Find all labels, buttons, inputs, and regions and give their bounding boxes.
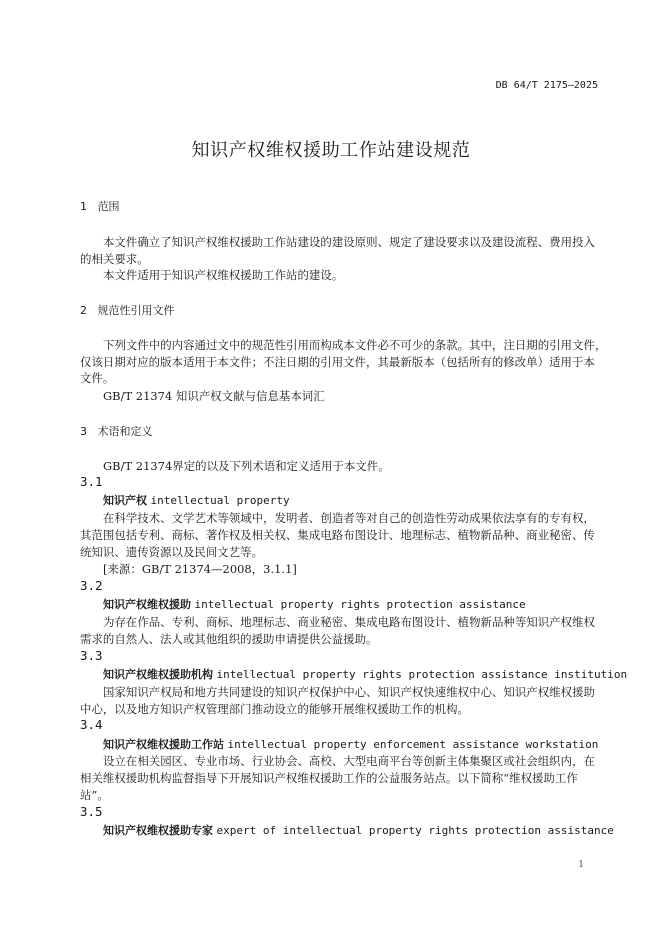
term-name-en: intellectual property enforcement assistance workstation (227, 738, 599, 751)
term-name-en: intellectual property (150, 494, 290, 507)
paragraph-line: 文件。 (80, 371, 115, 385)
term-number: 3.2 (80, 578, 103, 593)
term-name-cn: 知识产权维权援助 (103, 598, 191, 611)
term-name-cn: 知识产权维权援助工作站 (103, 738, 224, 751)
definition-line: 站”。 (80, 788, 109, 802)
section-number: 3 (80, 425, 87, 438)
term-source: [来源：GB/T 21374—2008，3.1.1] (103, 562, 297, 576)
page-title: 知识产权维权援助工作站建设规范 (191, 140, 471, 161)
paragraph-line: GB/T 21374界定的以及下列术语和定义适用于本文件。 (103, 459, 390, 473)
paragraph-line: 本文件适用于知识产权维权援助工作站的建设。 (103, 268, 344, 282)
section-title: 规范性引用文件 (97, 304, 175, 317)
definition-line: 国家知识产权局和地方共同建设的知识产权保护中心、知识产权快速维权中心、知识产权维权援助 (103, 685, 595, 699)
definition-line: 统知识、遗传资源以及民间文艺等。 (80, 545, 264, 559)
section-title: 术语和定义 (97, 425, 153, 438)
section-number: 1 (80, 200, 87, 213)
definition-line: 其范围包括专利、商标、著作权及相关权、集成电路布图设计、地理标志、植物新品种、商业秘密、传 (80, 528, 595, 542)
definition-line: 在科学技术、文学艺术等领域中，发明者、创造者等对自己的创造性劳动成果依法享有的专有权， (103, 511, 595, 525)
term-name-cn: 知识产权维权援助专家 (103, 824, 213, 837)
paragraph-line: 下列文件中的内容通过文中的规范性引用而构成本文件必不可少的条款。其中，注日期的引用文件， (103, 338, 607, 352)
page-number: 1 (578, 860, 584, 870)
term-heading (103, 822, 614, 838)
term-number: 3.1 (80, 474, 103, 489)
term-name-en: expert of intellectual property rights protection assistance (216, 824, 614, 837)
term-number: 3.5 (80, 804, 103, 819)
term-heading (103, 492, 290, 508)
term-number: 3.4 (80, 717, 103, 732)
section-heading-2 (80, 302, 175, 318)
term-name-cn: 知识产权维权援助机构 (103, 668, 213, 681)
document-code: DB 64/T 2175—2025 (495, 80, 598, 91)
definition-line: 设立在相关园区、专业市场、行业协会、高校、大型电商平台等创新主体集聚区或社会组织内，在 (103, 754, 595, 768)
term-name-en: intellectual property rights protection assistance institution (216, 668, 628, 681)
term-name-en: intellectual property rights protection assistance (194, 598, 526, 611)
section-number: 2 (80, 304, 87, 317)
paragraph-line: 的相关要求。 (80, 252, 149, 266)
term-name-cn: 知识产权 (103, 494, 147, 507)
paragraph-line: 仅该日期对应的版本适用于本文件；不注日期的引用文件，其最新版本（包括所有的修改单）适用于本 (80, 355, 595, 369)
term-number: 3.3 (80, 648, 103, 663)
term-heading (103, 596, 526, 612)
section-heading-1 (80, 198, 120, 214)
definition-line: 为存在作品、专利、商标、地理标志、商业秘密、集成电路布图设计、植物新品种等知识产权维权 (103, 615, 595, 629)
definition-line: 相关维权援助机构监督指导下开展知识产权维权援助工作的公益服务站点。以下简称“维权援助工作 (80, 771, 578, 785)
term-heading (103, 666, 627, 682)
reference-entry: GB/T 21374 知识产权文献与信息基本词汇 (103, 389, 325, 403)
definition-line: 需求的自然人、法人或其他组织的援助申请提供公益援助。 (80, 632, 378, 646)
definition-line: 中心，以及地方知识产权管理部门推动设立的能够开展维权援助工作的机构。 (80, 702, 469, 716)
paragraph-line: 本文件确立了知识产权维权援助工作站建设的建设原则、规定了建设要求以及建设流程、费用投入 (103, 235, 595, 249)
section-heading-3 (80, 423, 153, 439)
section-title: 范围 (97, 200, 120, 213)
term-heading (103, 736, 598, 752)
